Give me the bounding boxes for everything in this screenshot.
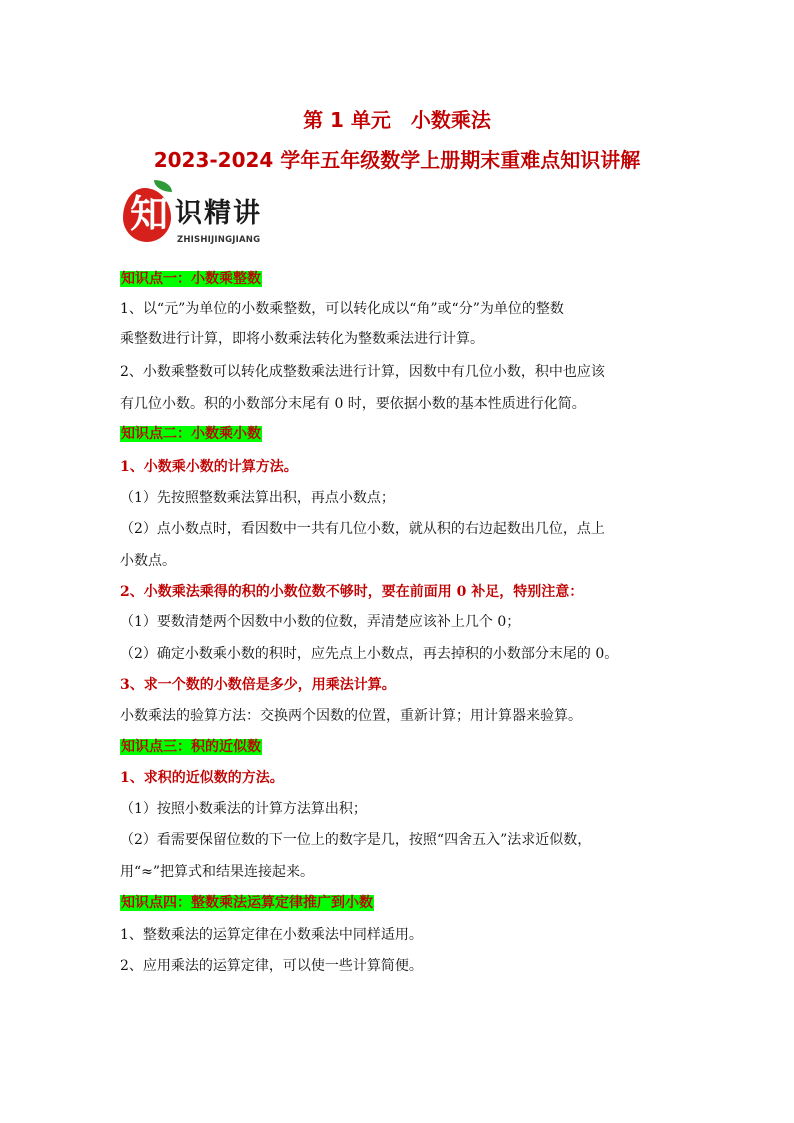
section-heading-2 (120, 424, 262, 444)
unit-title: 第 1 单元 小数乘法 (303, 108, 491, 132)
paragraph-line: （1）要数清楚两个因数中小数的位数，弄清楚应该补上几个 0； (120, 614, 521, 630)
section-heading-3 (120, 737, 262, 757)
document-subtitle: 2023-2024 学年五年级数学上册期末重难点知识讲解 (153, 148, 641, 172)
subheading-line: 1、小数乘小数的计算方法。 (120, 459, 298, 475)
paragraph-line: （1）先按照整数乘法算出积，再点小数点； (120, 490, 395, 506)
paragraph-line: 小数乘法的验算方法：交换两个因数的位置，重新计算；用计算器来验算。 (120, 708, 582, 724)
paragraph-line: （2）点小数点时，看因数中一共有几位小数，就从积的右边起数出几位，点上 (120, 521, 605, 537)
logo-main-char: 知 (129, 192, 168, 236)
paragraph-line: 1、整数乘法的运算定律在小数乘法中同样适用。 (120, 927, 423, 943)
section-heading-text: 知识点二：小数乘小数 (121, 426, 261, 442)
section-heading-1 (120, 269, 262, 289)
paragraph-line: 1、以“元”为单位的小数乘整数，可以转化成以“角”或“分”为单位的整数 (120, 301, 564, 317)
paragraph-line: （2）确定小数乘小数的积时，应先点上小数点，再去掉积的小数部分末尾的 0。 (120, 646, 619, 662)
paragraph-line: 2、应用乘法的运算定律，可以使一些计算简便。 (120, 958, 423, 974)
zhishijingjiang-logo (120, 180, 295, 250)
section-heading-text: 知识点一：小数乘整数 (121, 271, 261, 287)
logo-text: 识精讲 (175, 198, 262, 229)
paragraph-line: 用“≈”把算式和结果连接起来。 (120, 864, 315, 880)
paragraph-line: （2）看需要保留位数的下一位上的数字是几，按照“四舍五入”法求近似数， (120, 832, 592, 848)
subheading-line: 3、求一个数的小数倍是多少，用乘法计算。 (120, 677, 396, 693)
section-heading-4 (120, 893, 374, 913)
paragraph-line: 2、小数乘整数可以转化成整数乘法进行计算，因数中有几位小数，积中也应该 (120, 364, 605, 380)
subheading-line: 1、求积的近似数的方法。 (120, 770, 284, 786)
logo-subtitle: ZHISHIJINGJIANG (177, 235, 261, 245)
paragraph-line: 小数点。 (120, 553, 176, 569)
paragraph-line: 乘整数进行计算，即将小数乘法转化为整数乘法进行计算。 (120, 331, 484, 347)
paragraph-line: （1）按照小数乘法的计算方法算出积； (120, 801, 367, 817)
subheading-line: 2、小数乘法乘得的积的小数位数不够时，要在前面用 0 补足，特别注意： (120, 584, 584, 600)
section-heading-text: 知识点三：积的近似数 (121, 739, 261, 755)
paragraph-line: 有几位小数。积的小数部分末尾有 0 时，要依据小数的基本性质进行化简。 (120, 396, 586, 412)
section-heading-text: 知识点四：整数乘法运算定律推广到小数 (121, 895, 373, 911)
